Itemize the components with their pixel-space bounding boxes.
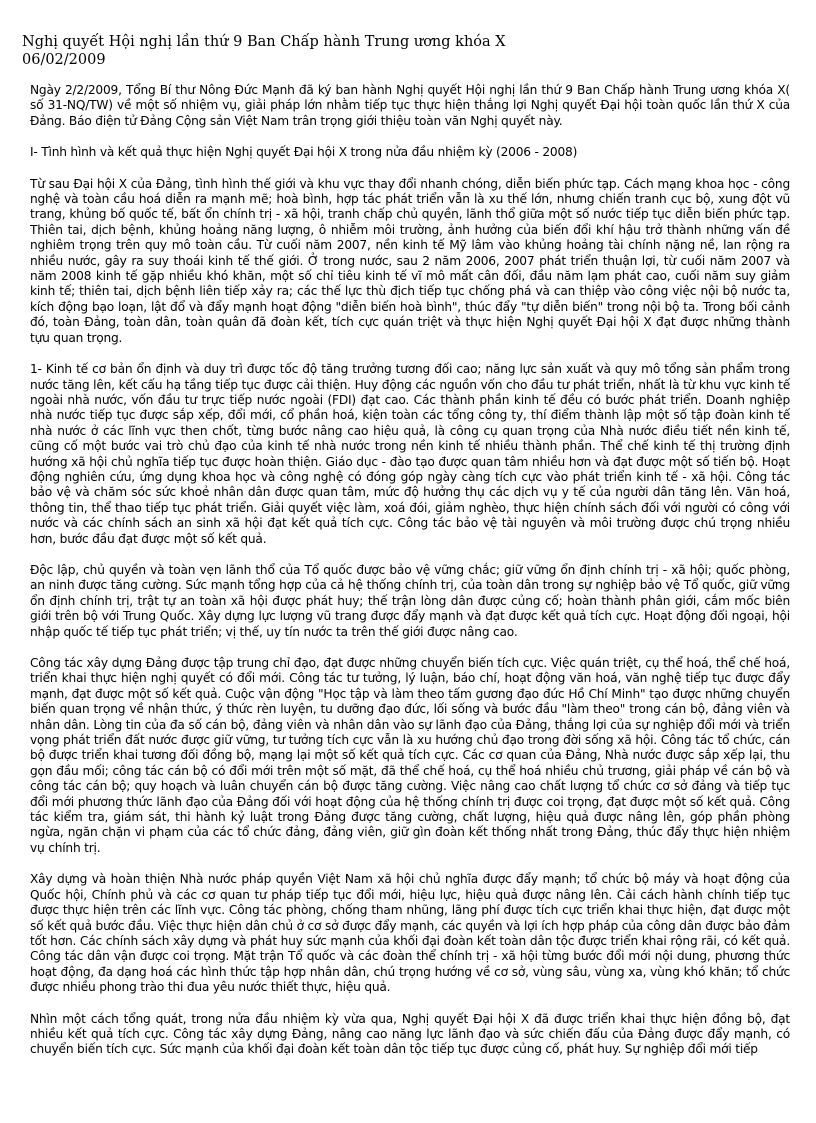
body-paragraph: Công tác xây dựng Đảng được tập trung chỉ đạo, đạt được những chuyển biến tích cực. Việc quán triệt, cụ thể hoá, thể chế hoá, triển khai thực hiện nghị quyết có đổi mới. Công tác tư tưởng, lý luận, báo chí, hoạt động văn hoá, văn nghệ tiếp tục được đẩy mạnh, đạt được một số kết quả. Cuộc vận động "Học tập và làm theo tấm gương đạo đức Hồ Chí Minh" tạo được những chuyển biến quan trọng về nhận thức, ý thức rèn luyện, tu dưỡng đạo đức, lối sống và bước đầu "làm theo" trong cán bộ, đảng viên và nhân dân. Lòng tin của đa số cán bộ, đảng viên và nhân dân vào sự lãnh đạo của Đảng, thắng lợi của sự nghiệp đổi mới và triển vọng phát triển đất nước được giữ vững, tư tưởng tích cực vẫn là xu hướng chủ đạo trong đời sống xã hội. Công tác tổ chức, cán bộ được triển khai tương đối đồng bộ, mạng lại một số kết quả tích cực. Các cơ quan của Đảng, Nhà nước được sắp xếp lại, thu gọn đầu mối; công tác cán bộ có đổi mới trên một số mặt, đã thể chế hoá, cụ thể hoá nhiều chủ trương, giải pháp về cán bộ và công tác cán bộ; quy hoạch và luân chuyển cán bộ được tăng cường. Việc nâng cao chất lượng tổ chức cơ sở đảng và tiếp tục đổi mới phương thức lãnh đạo của Đảng đối với hoạt động của hệ thống chính trị được coi trọng, đạt được một số kết quả. Công tác kiểm tra, giám sát, thi hành kỷ luật trong Đảng được tăng cường, chất lượng, hiệu quả được nâng lên, góp phần phòng ngừa, ngăn chặn vi phạm của các tổ chức đảng, đảng viên, giữ gìn đoàn kết thống nhất trong Đảng, thúc đẩy thực hiện nhiệm vụ chính trị. [30, 656, 790, 855]
body-paragraph: 1- Kinh tế cơ bản ổn định và duy trì được tốc độ tăng trưởng tương đối cao; năng lực sản xuất và quy mô tổng sản phẩm trong nước tăng lên, kết cấu hạ tầng tiếp tục được cải thiện. Huy động các nguồn vốn cho đầu tư phát triển, nhất là từ khu vực kinh tế ngoài nhà nước, vốn đầu tư trực tiếp nước ngoài (FDI) đạt cao. Các thành phần kinh tế đều có bước phát triển. Doanh nghiệp nhà nước tiếp tục được sắp xếp, đổi mới, cổ phần hoá, kiện toàn các tổng công ty, thí điểm thành lập một số tập đoàn kinh tế nhà nước ở các lĩnh vực then chốt, từng bước nâng cao hiệu quả, là công cụ quan trọng của Nhà nước điều tiết nền kinh tế, cũng cố một bước vai trò chủ đạo của kinh tế nhà nước trong nền kinh tế nhiều thành phần. Thể chế kinh tế thị trường định hướng xã hội chủ nghĩa tiếp tục được hoàn thiện. Giáo dục - đào tạo được quan tâm nhiều hơn và đạt được một số tiến bộ. Hoạt động nghiên cứu, ứng dụng khoa học và công nghệ có đóng góp ngày càng tích cực vào phát triển kinh tế - xã hội. Công tác bảo vệ và chăm sóc sức khoẻ nhân dân được quan tâm, mức độ hưởng thụ các dịch vụ y tế của người dân tăng lên. Văn hoá, thông tin, thể thao tiếp tục phát triển. Giải quyết việc làm, xoá đói, giảm nghèo, thực hiện chính sách đối với người có công với nước và các chính sách an sinh xã hội đạt kết quả tích cực. Công tác bảo vệ tài nguyên và môi trường được chú trọng nhiều hơn, bước đầu đạt được một số kết quả. [30, 362, 790, 546]
intro-paragraph: Ngày 2/2/2009, Tổng Bí thư Nông Đức Mạnh đã ký ban hành Nghị quyết Hội nghị lần thứ 9 Ban Chấp hành Trung ương khóa X( số 31-NQ/TW) về một số nhiệm vụ, giải pháp lớn nhằm tiếp tục thực hiện thắng lợi Nghị quyết Đại hội toàn quốc lần thứ X của Đảng. Báo điện tử Đảng Cộng sản Việt Nam trân trọng giới thiệu toàn văn Nghị quyết này. [30, 83, 790, 128]
body-paragraph: Độc lập, chủ quyền và toàn vẹn lãnh thổ của Tổ quốc được bảo vệ vững chắc; giữ vững ổn định chính trị - xã hội; quốc phòng, an ninh được tăng cường. Sức mạnh tổng hợp của cả hệ thống chính trị, của toàn dân trong sự nghiệp bảo vệ Tổ quốc, giữ vững ổn định chính trị, trật tự an toàn xã hội được phát huy; thế trận lòng dân được củng cố; hoàn thành phân giới, cắm mốc biên giới trên bộ với Trung Quốc. Xây dựng lực lượng vũ trang được đẩy mạnh và đạt được kết quả tích cực. Hoạt động đối ngoại, hội nhập quốc tế tiếp tục phát triển; vị thế, uy tín nước ta trên thế giới được nâng cao. [30, 562, 790, 639]
section-heading: I- Tình hình và kết quả thực hiện Nghị quyết Đại hội X trong nửa đầu nhiệm kỳ (2006 - 2008) [30, 145, 578, 160]
body-paragraph: Từ sau Đại hội X của Đảng, tình hình thế giới và khu vực thay đổi nhanh chóng, diễn biến phức tạp. Cách mạng khoa học - công nghệ và toàn cầu hoá diễn ra mạnh mẽ; hoà bình, hợp tác phát triển vẫn là xu thế lớn, nhưng chiến tranh cục bộ, xung đột vũ trang, khủng bố quốc tế, bất ổn chính trị - xã hội, tranh chấp chủ quyền, lãnh thổ giữa một số nước tiếp tục diễn biến phức tạp. Thiên tai, dịch bệnh, khủng hoảng năng lượng, ô nhiễm môi trường, ảnh hưởng của biến đổi khí hậu trở thành những vấn đề nghiêm trọng trên quy mô toàn cầu. Từ cuối năm 2007, nền kinh tế Mỹ lâm vào khủng hoảng tài chính nặng nề, lan rộng ra nhiều nước, gây ra suy thoái kinh tế thế giới. Ở trong nước, sau 2 năm 2006, 2007 phát triển thuận lợi, từ cuối năm 2007 và năm 2008 kinh tế gặp nhiều khó khăn, một số chỉ tiêu kinh tế vĩ mô mất cân đối, đầu năm lạm phát cao, cuối năm suy giảm kinh tế; thiên tai, dịch bệnh liên tiếp xảy ra; các thế lực thù địch tiếp tục chống phá và can thiệp vào công việc nội bộ nước ta, kích động bạo loạn, lật đổ và đẩy mạnh hoạt động "diễn biến hoà bình", thúc đẩy "tự diễn biến" trong nội bộ ta. Trong bối cảnh đó, toàn Đảng, toàn dân, toàn quân đã đoàn kết, tích cực quán triệt và thực hiện Nghị quyết Đại hội X đạt được những thành tựu quan trọng. [30, 176, 790, 345]
document-title: Nghị quyết Hội nghị lần thứ 9 Ban Chấp hành Trung ương khóa X [22, 34, 506, 50]
body-paragraph: Xây dựng và hoàn thiện Nhà nước pháp quyền Việt Nam xã hội chủ nghĩa được đẩy mạnh; tổ chức bộ máy và hoạt động của Quốc hội, Chính phủ và các cơ quan tư pháp tiếp tục đổi mới, hiệu lực, hiệu quả được nâng lên. Cải cách hành chính tiếp tục được thực hiện trên các lĩnh vực. Công tác phòng, chống tham nhũng, lãng phí được tích cực triển khai thực hiện, đạt được một số kết quả bước đầu. Việc thực hiện dân chủ ở cơ sở được đẩy mạnh, các quyền và lợi ích hợp pháp của công dân được bảo đảm tốt hơn. Các chính sách xây dựng và phát huy sức mạnh của khối đại đoàn kết toàn dân tộc được triển khai rộng rãi, có kết quả. Công tác dân vận được coi trọng. Mặt trận Tổ quốc và các đoàn thể chính trị - xã hội từng bước đổi mới nội dung, phương thức hoạt động, đa dạng hoá các hình thức tập hợp nhân dân, chú trọng hướng về cơ sở, vùng sâu, vùng xa, vùng khó khăn; tổ chức được nhiều phong trào thi đua yêu nước thiết thực, hiệu quả. [30, 872, 790, 995]
document-date: 06/02/2009 [22, 52, 106, 68]
document-header [22, 33, 506, 69]
document-body [30, 83, 790, 1074]
body-paragraph: Nhìn một cách tổng quát, trong nửa đầu nhiệm kỳ vừa qua, Nghị quyết Đại hội X đã được triển khai thực hiện đồng bộ, đạt nhiều kết quả tích cực. Công tác xây dựng Đảng, nâng cao năng lực lãnh đạo và sức chiến đấu của Đảng được đẩy mạnh, có chuyển biến tích cực. Sức mạnh của khối đại đoàn kết toàn dân tộc tiếp tục được củng cố, phát huy. Sự nghiệp đổi mới tiếp [30, 1011, 790, 1057]
